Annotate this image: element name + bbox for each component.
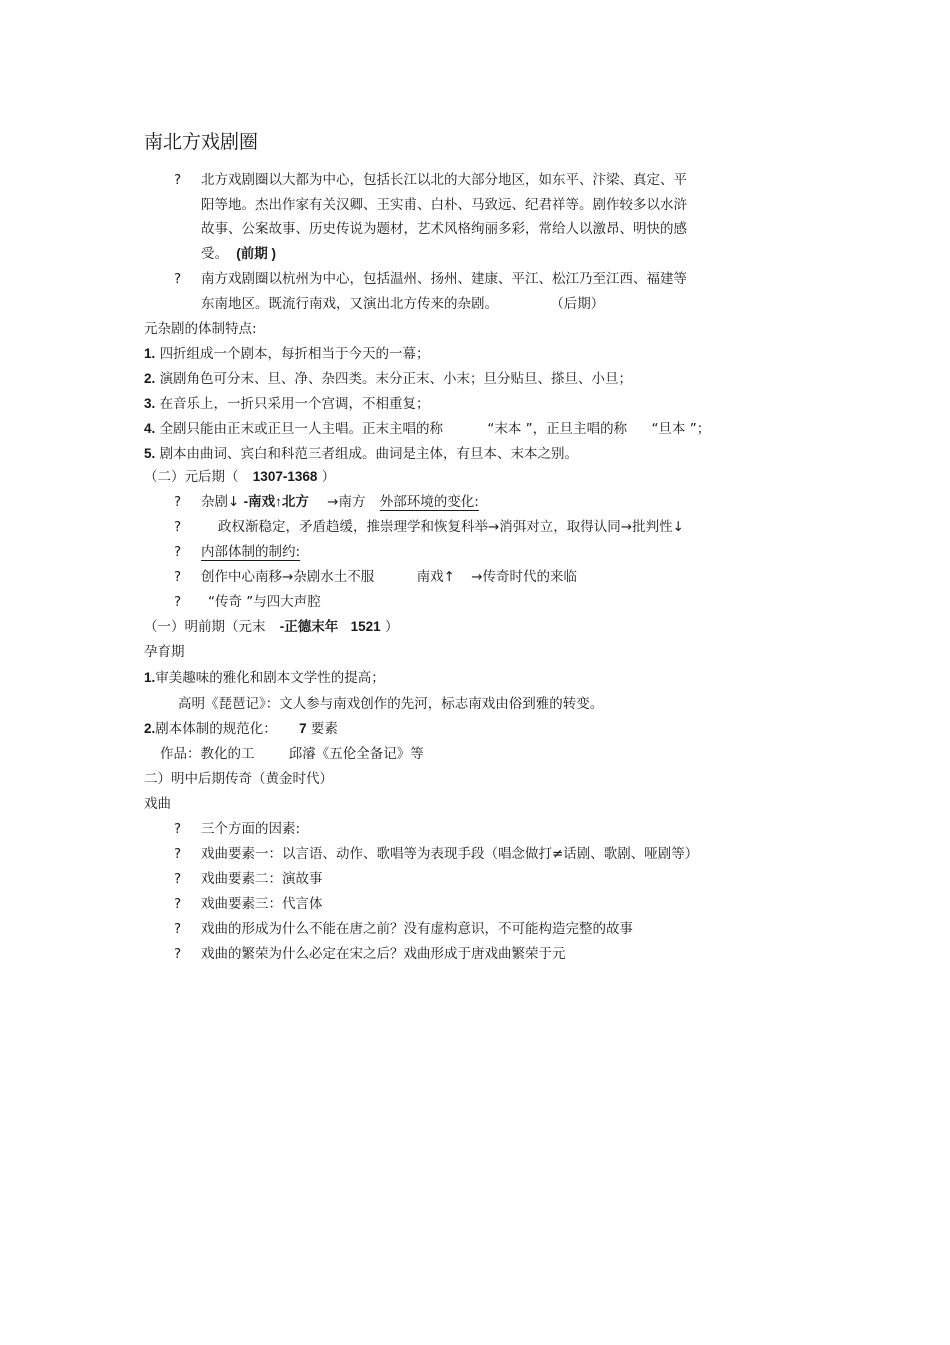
bullet-marker: ? (174, 921, 182, 937)
north-circle-line-4-text: 受。 (201, 246, 228, 262)
bullet-marker: ? (174, 172, 182, 188)
late-yuan-point-1 (201, 492, 503, 512)
bullet-marker: ? (174, 271, 182, 287)
xiqu-point: 戏曲的形成为什么不能在唐之前？没有虚构意识，不可能构造完整的故事 (201, 921, 633, 937)
point-text: 南戏↑ (416, 569, 455, 585)
point-text: 创作中心南移→杂剧水土不服 (201, 569, 375, 585)
point-text: →传奇时代的来临 (471, 569, 578, 585)
heading-year: 1521 (350, 619, 381, 634)
xiqu-point: 戏曲要素一：以言语、动作、歌唱等为表现手段（唱念做打≠话剧、歌剧、哑剧等） (201, 846, 699, 862)
list-number: 1. (144, 670, 156, 685)
bullet-marker: ? (174, 494, 182, 510)
bullet-marker: ? (174, 544, 182, 560)
early-ming-point-2 (144, 719, 338, 739)
point-text-underlined: 内部体制的制约: (201, 544, 301, 560)
early-ming-subheading: 孕育期 (144, 644, 185, 660)
bullet-marker: ? (174, 519, 182, 535)
bullet-marker: ? (174, 896, 182, 912)
north-circle-line-2: 阳等地。杰出作家有关汉卿、王实甫、白朴、马致远、纪君祥等。剧作较多以水浒 (201, 197, 687, 213)
late-yuan-point-3 (201, 542, 324, 562)
list-text: 审美趣味的雅化和剧本文学性的提高； (155, 670, 385, 686)
south-period-tag: （后期） (550, 296, 605, 312)
south-circle-line-2 (201, 294, 604, 314)
list-text: 演剧角色可分末、旦、净、杂四类。末分正末、小末；旦分贴旦、搽旦、小旦； (159, 371, 633, 387)
north-circle-line-1: 北方戏剧圈以大都为中心，包括长江以北的大部分地区，如东平、汴梁、真定、平 (201, 172, 687, 188)
xiqu-heading: 戏曲 (144, 796, 171, 812)
north-circle-line-3: 故事、公案故事、历史传说为题材，艺术风格绚丽多彩，常给人以激昂、明快的感 (201, 221, 687, 237)
late-yuan-point-5: “传奇 ”与四大声腔 (208, 594, 321, 610)
mid-ming-heading: 二）明中后期传奇（黄金时代） (144, 771, 333, 787)
list-text: 要素 (310, 721, 338, 737)
point-text: 杂剧↓ (201, 494, 240, 510)
xiqu-point: 戏曲要素三：代言体 (201, 896, 323, 912)
list-number: 4. (144, 421, 156, 436)
list-text: 全剧只能由正末或正旦一人主唱。正末主唱的称 (159, 421, 444, 437)
list-text-quote-2: “旦本 ”； (651, 421, 711, 437)
list-number: 3. (144, 396, 156, 411)
south-circle-line-1: 南方戏剧圈以杭州为中心，包括温州、扬州、建康、平江、松江乃至江西、福建等 (201, 271, 687, 287)
list-text: 在音乐上，一折只采用一个宫调，不相重复； (159, 396, 430, 412)
bullet-marker: ? (174, 569, 182, 585)
yuan-features-heading: 元杂剧的体制特点: (144, 321, 257, 337)
yuan-feature-4 (144, 419, 710, 439)
north-period-tag: (前期 ) (236, 246, 277, 261)
yuan-feature-5 (144, 444, 578, 464)
xiqu-point: 三个方面的因素: (201, 821, 301, 837)
heading-years: 1307-1368 (252, 469, 318, 484)
list-text: 剧本体制的规范化： (155, 721, 277, 737)
list-number-inline: 7 (299, 721, 307, 736)
list-text: 四折组成一个剧本，每折相当于今天的一幕； (159, 346, 430, 362)
list-text-quote-1: “末本 ”，正旦主唱的称 (487, 421, 628, 437)
list-number: 2. (144, 371, 156, 386)
yuan-feature-2 (144, 369, 632, 389)
heading-text: （一）明前期（元末 (144, 619, 266, 635)
point-text-underlined: 外部环境的变化: (379, 494, 479, 510)
north-circle-line-4 (201, 244, 276, 264)
list-number: 2. (144, 721, 156, 736)
xiqu-point: 戏曲的繁荣为什么必定在宋之后？戏曲形成于唐戏曲繁荣于元 (201, 946, 566, 962)
bullet-marker: ? (174, 846, 182, 862)
yuan-feature-3 (144, 394, 430, 414)
bullet-marker: ? (174, 946, 182, 962)
heading-close: ） (321, 469, 336, 485)
early-ming-point-1 (144, 668, 385, 688)
heading-text: -正德末年 (279, 619, 339, 634)
page-title: 南北方戏剧圈 (144, 131, 259, 153)
bullet-marker: ? (174, 821, 182, 837)
works-text: 作品：教化的工 (160, 746, 255, 762)
early-ming-point-1-detail: 高明《琵琶记》：文人参与南戏创作的先河，标志南戏由俗到雅的转变。 (178, 696, 604, 712)
point-text: -南戏↑北方 (243, 494, 309, 509)
works-text: 邱濬《五伦全备记》等 (288, 746, 424, 762)
late-yuan-heading (144, 467, 335, 487)
yuan-feature-1 (144, 344, 430, 364)
xiqu-point: 戏曲要素二：演故事 (201, 871, 323, 887)
list-text: 剧本由曲词、宾白和科范三者组成。曲词是主体，有旦本、末本之别。 (159, 446, 579, 462)
early-ming-heading (144, 617, 398, 637)
late-yuan-point-2: 政权渐稳定，矛盾趋缓，推崇理学和恢复科举→消弭对立，取得认同→批判性↓ (218, 519, 684, 535)
list-number: 5. (144, 446, 156, 461)
south-circle-line-2-text: 东南地区。既流行南戏，又演出北方传来的杂剧。 (201, 296, 498, 312)
list-number: 1. (144, 346, 156, 361)
heading-text: （二）元后期（ (144, 469, 239, 485)
heading-close: ） (384, 619, 399, 635)
bullet-marker: ? (174, 871, 182, 887)
early-ming-works (160, 744, 424, 764)
late-yuan-point-4 (201, 567, 577, 587)
point-text: →南方 (327, 494, 366, 510)
bullet-marker: ? (174, 594, 182, 610)
